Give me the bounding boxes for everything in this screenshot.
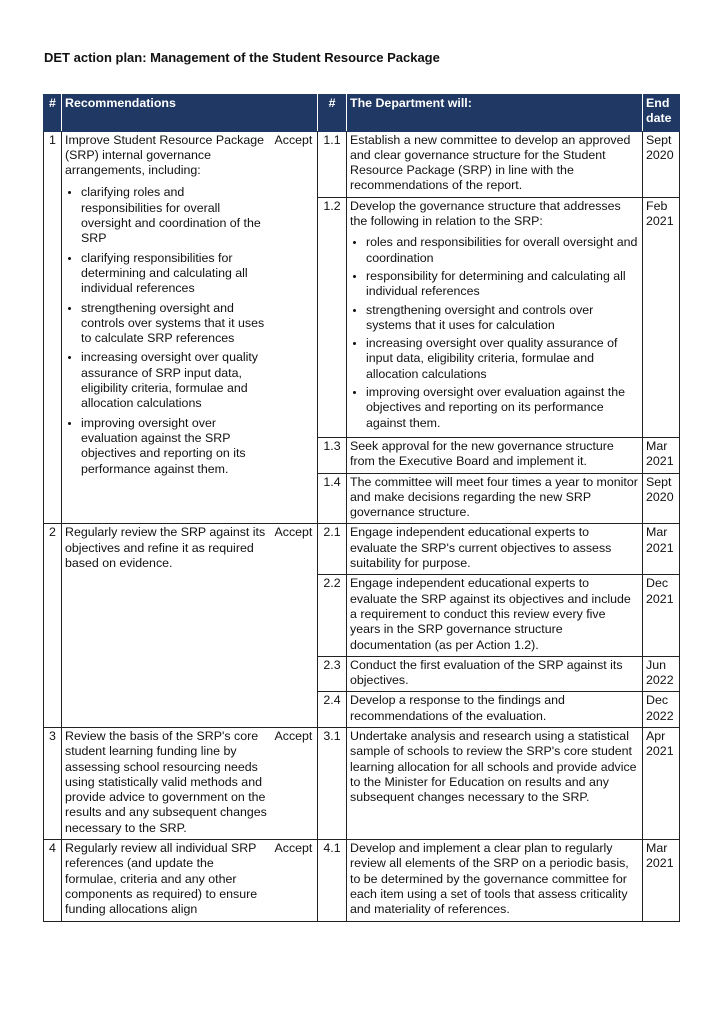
list-item: • improving oversight over evaluation against the SRP objectives and reporting on its performance against them. xyxy=(81,416,268,477)
list-item: • increasing oversight over quality assurance of input data, eligibility criteria, formulae and allocation calculations xyxy=(366,336,639,382)
action-number: 2.3 xyxy=(318,656,347,692)
action-text: Develop a response to the findings and recommendations of the evaluation. xyxy=(347,692,643,728)
action-text xyxy=(347,197,643,437)
list-item: • strengthening oversight and controls over systems that it uses to calculate SRP references xyxy=(81,301,268,347)
action-date: Feb 2021 xyxy=(643,197,680,437)
action-number: 1.2 xyxy=(318,197,347,437)
action-number: 2.2 xyxy=(318,575,347,656)
list-item: • clarifying responsibilities for determining and calculating all individual references xyxy=(81,251,268,297)
header-end-date: End date xyxy=(643,95,680,132)
rec-number: 1 xyxy=(44,131,62,524)
action-date: Mar 2021 xyxy=(643,840,680,921)
action-date: Sept 2020 xyxy=(643,473,680,524)
page-title: DET action plan: Management of the Student Resource Package xyxy=(44,50,440,65)
action-number: 1.4 xyxy=(318,473,347,524)
rec-bullet-list xyxy=(65,185,268,476)
rec-response: Accept xyxy=(271,131,318,524)
action-date: Mar 2021 xyxy=(643,437,680,473)
action-number: 2.4 xyxy=(318,692,347,728)
table-header-row xyxy=(44,95,680,132)
action-date: Apr 2021 xyxy=(643,727,680,839)
table-row xyxy=(44,727,680,839)
header-department: The Department will: xyxy=(347,95,643,132)
list-item: • roles and responsibilities for overall oversight and coordination xyxy=(366,235,639,266)
rec-text: Review the basis of the SRP's core student learning funding line by assessing school resourcing needs using statistically valid methods and provide advice to government on the results and any subsequent changes necessary to the SRP. xyxy=(62,727,271,839)
action-text: Develop and implement a clear plan to regularly review all elements of the SRP on a periodic basis, to be determined by the governance committee for each item using a set of tools that assess criticality and materiality of references. xyxy=(347,840,643,921)
rec-text xyxy=(62,131,271,524)
rec-text: Regularly review all individual SRP references (and update the formulae, criteria and any other components as required) to ensure funding allocations align xyxy=(62,840,271,921)
action-bullet-list xyxy=(350,235,639,431)
action-date: Dec 2021 xyxy=(643,575,680,656)
rec-text: Regularly review the SRP against its objectives and refine it as required based on evidence. xyxy=(62,524,271,728)
rec-number: 3 xyxy=(44,727,62,839)
action-number: 2.1 xyxy=(318,524,347,575)
action-number: 3.1 xyxy=(318,727,347,839)
action-text: The committee will meet four times a year to monitor and make decisions regarding the new SRP governance structure. xyxy=(347,473,643,524)
action-text: Conduct the first evaluation of the SRP against its objectives. xyxy=(347,656,643,692)
table-row xyxy=(44,131,680,197)
action-date: Jun 2022 xyxy=(643,656,680,692)
list-item: • clarifying roles and responsibilities for overall oversight and coordination of the SRP xyxy=(81,185,268,246)
action-number: 4.1 xyxy=(318,840,347,921)
action-text: Engage independent educational experts to evaluate the SRP's current objectives to assess suitability for purpose. xyxy=(347,524,643,575)
action-text-intro: Develop the governance structure that addresses the following in relation to the SRP: xyxy=(350,198,621,229)
action-text: Establish a new committee to develop an approved and clear governance structure for the Student Resource Package (SRP) in line with the recommendations of the report. xyxy=(347,131,643,197)
header-recommendations: Recommendations xyxy=(62,95,318,132)
action-date: Mar 2021 xyxy=(643,524,680,575)
action-date: Sept 2020 xyxy=(643,131,680,197)
rec-response: Accept xyxy=(271,524,318,728)
list-item: • strengthening oversight and controls over systems that it uses for calculation xyxy=(366,303,639,334)
rec-response: Accept xyxy=(271,727,318,839)
action-date: Dec 2022 xyxy=(643,692,680,728)
table-row xyxy=(44,524,680,575)
action-text: Undertake analysis and research using a statistical sample of schools to review the SRP's core student learning allocation for all schools and provide advice to the Minister for Education on results and any subsequent changes necessary to the SRP. xyxy=(347,727,643,839)
rec-number: 4 xyxy=(44,840,62,921)
list-item: • increasing oversight over quality assurance of SRP input data, eligibility criteria, formulae and allocation calculations xyxy=(81,350,268,411)
table-row xyxy=(44,840,680,921)
list-item: • improving oversight over evaluation against the objectives and reporting on its performance against them. xyxy=(366,385,639,431)
action-number: 1.1 xyxy=(318,131,347,197)
rec-text-intro: Improve Student Resource Package (SRP) internal governance arrangements, including: xyxy=(65,132,265,178)
action-number: 1.3 xyxy=(318,437,347,473)
action-plan-table xyxy=(43,94,680,922)
list-item: • responsibility for determining and calculating all individual references xyxy=(366,269,639,300)
header-num: # xyxy=(44,95,62,132)
header-action-num: # xyxy=(318,95,347,132)
rec-number: 2 xyxy=(44,524,62,728)
action-text: Seek approval for the new governance structure from the Executive Board and implement it. xyxy=(347,437,643,473)
rec-response: Accept xyxy=(271,840,318,921)
action-text: Engage independent educational experts to evaluate the SRP against its objectives and include a requirement to conduct this review every five years in the SRP governance structure documentation (as per Action 1.2). xyxy=(347,575,643,656)
